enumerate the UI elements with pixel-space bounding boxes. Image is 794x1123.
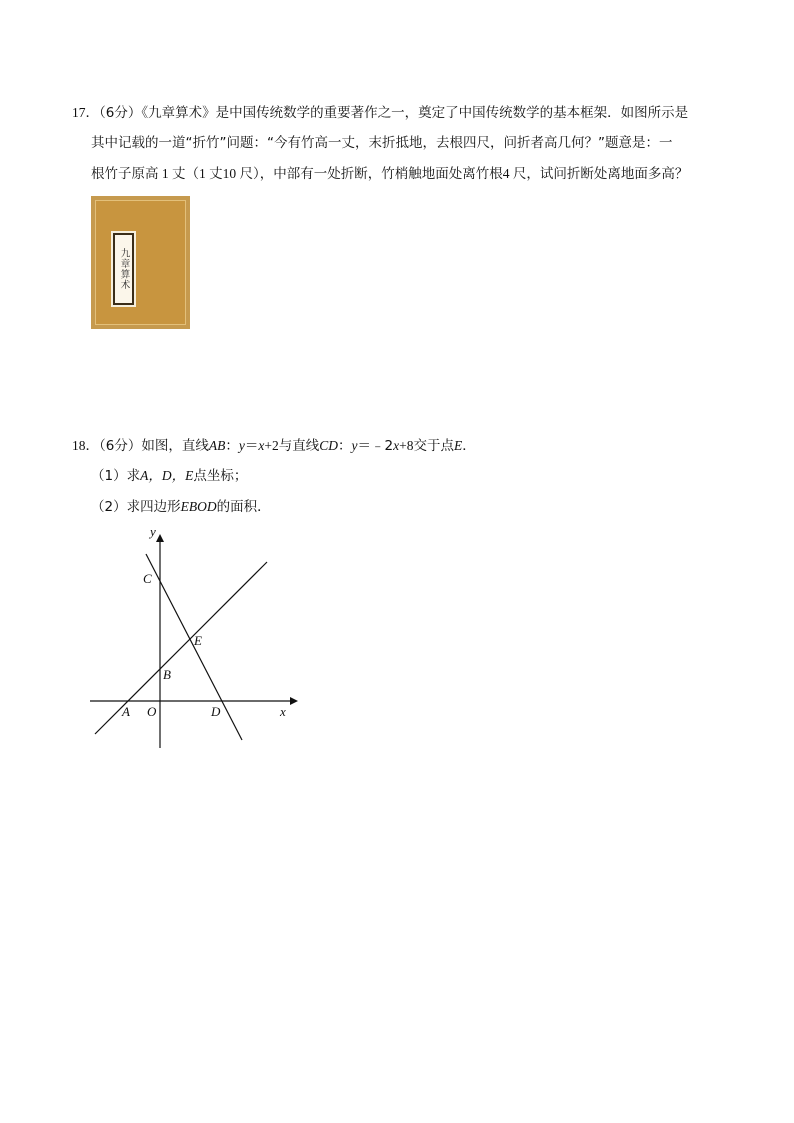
q18-period: ． <box>462 438 476 454</box>
label-point-a: A <box>122 704 130 719</box>
var-y-1: y <box>238 438 245 453</box>
label-y-axis: y <box>150 524 156 539</box>
x-axis-arrow <box>290 697 298 705</box>
q17-text-3e: 尺，试问折断处离地面多高？ <box>512 166 689 182</box>
q17-text-1: 《九章算术》是中国传统数学的重要著作之一，奠定了中国传统数学的基本框架．如图所示是 <box>141 105 689 121</box>
q17-text-3a: 根竹子原高 <box>91 166 159 182</box>
label-point-c: C <box>143 571 152 586</box>
q17-text-3c: 丈 <box>209 166 223 182</box>
y-axis-arrow <box>156 534 164 542</box>
coordinate-graph <box>80 520 310 750</box>
q17-text-3d: 尺），中部有一处折断，竹梢触地面处离竹根 <box>239 166 503 182</box>
part-1-text-b: 点坐标； <box>193 468 248 484</box>
q18-text-e: 与直线 <box>278 438 320 454</box>
q18-part-2 <box>91 497 271 517</box>
q18-const-1: +2 <box>264 438 279 453</box>
var-y-2: y <box>351 438 358 453</box>
part-1-points: A，D，E <box>140 468 194 483</box>
q18-eq-1: ＝ <box>244 438 259 454</box>
q17-num-1: 1 <box>158 166 172 181</box>
q17-num-2: 1 <box>199 166 210 181</box>
q17-text-3b: 丈（ <box>172 166 199 182</box>
q17-text-2: 其中记载的一道“折竹”问题：“今有竹高一丈，末折抵地，去根四尺，问折者高几何？”题意是：一 <box>91 135 673 151</box>
q18-text-a: 如图，直线 <box>141 438 209 454</box>
line-ab <box>95 562 267 734</box>
var-x-2: x <box>393 438 400 453</box>
q18-colon-2: ： <box>337 438 352 454</box>
q17-num-3: 10 <box>222 166 240 181</box>
q18-const-2: +8 <box>399 438 414 453</box>
q18-number: 18． <box>72 438 99 453</box>
part-1-number: （1） <box>91 468 127 484</box>
var-x-1: x <box>258 438 265 453</box>
book-cover-image <box>91 196 190 329</box>
q17-line-2 <box>91 133 672 153</box>
label-point-d: D <box>211 704 221 719</box>
part-2-text-a: 求四边形 <box>126 499 181 515</box>
part-2-text-b: 的面积． <box>216 499 271 515</box>
book-cover-frame <box>95 200 186 325</box>
q18-colon-1: ： <box>225 438 239 454</box>
line-cd-name: CD <box>319 438 338 453</box>
q18-part-1 <box>91 466 247 486</box>
part-1-text-a: 求 <box>126 468 141 484</box>
q18-text-i: 交于点 <box>413 438 454 454</box>
point-e-name: E <box>453 438 463 453</box>
label-point-e: E <box>194 633 202 648</box>
q18-line-1 <box>72 436 476 456</box>
line-ab-name: AB <box>208 438 226 453</box>
q17-num-4: 4 <box>502 166 513 181</box>
label-point-b: B <box>163 667 171 682</box>
q18-score: （6分） <box>99 438 142 454</box>
q17-line-3 <box>91 164 688 184</box>
q18-eq-2: ＝﹣2 <box>357 438 394 454</box>
q17-score: （6分） <box>99 105 142 121</box>
label-x-axis: x <box>280 704 286 719</box>
q17-line-1 <box>72 103 688 123</box>
part-2-number: （2） <box>91 499 127 515</box>
part-2-quad: EBOD <box>180 499 217 514</box>
q17-number: 17． <box>72 105 99 120</box>
label-origin-o: O <box>147 704 157 719</box>
book-title-label: 九章算术 <box>113 233 134 305</box>
